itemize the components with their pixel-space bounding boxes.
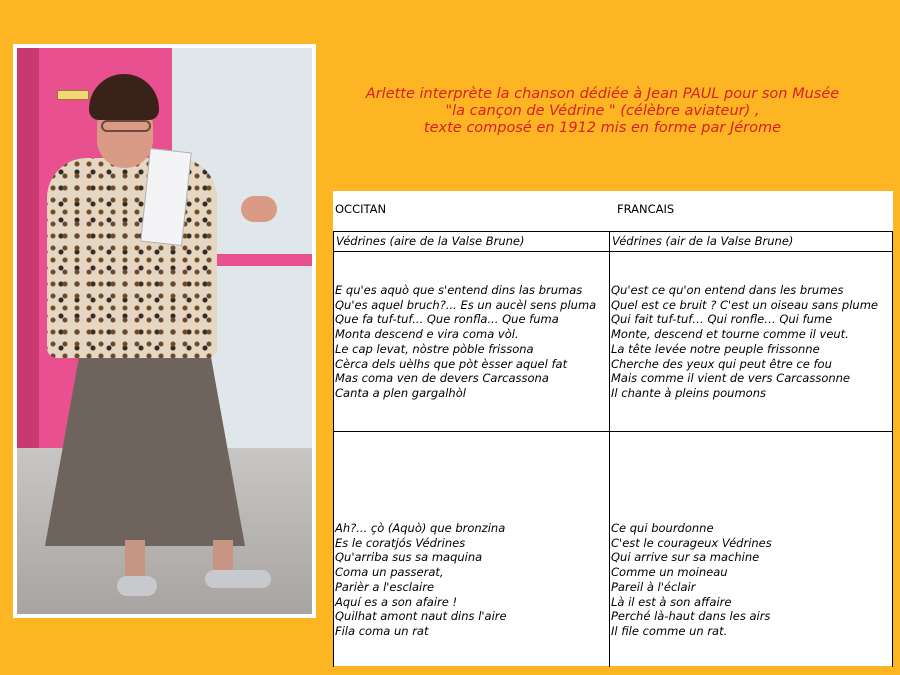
header-cell-occitan <box>333 191 610 231</box>
caption-line-1: Arlette interprète la chanson dédiée à Jean PAUL pour son Musée <box>365 86 840 102</box>
lyric-line: Parièr a l'esclaire <box>335 579 435 594</box>
lyric-line: Canta a plen gargalhòl <box>335 385 466 400</box>
lyric-line: Le cap levat, nòstre pòble frissona <box>335 341 534 356</box>
lyric-line: Qu'est ce qu'on entend dans les brumes <box>611 283 844 297</box>
caption <box>330 86 875 137</box>
title-row <box>333 231 893 252</box>
title-francais: Védrines (air de la Valse Brune) <box>612 234 794 248</box>
wall-stripe <box>217 254 312 266</box>
lyric-line: Il chante à pleins poumons <box>611 385 766 400</box>
lyric-line: Perché là-haut dans les airs <box>611 609 771 624</box>
caption-line-3: texte composé en 1912 mis en forme par Jérome <box>423 120 782 136</box>
lyric-line: Monte, descend et tourne comme il veut. <box>611 327 849 342</box>
lyric-line: E qu'es aquò que s'entend dins las brumas <box>335 283 583 297</box>
verse-2-francais-cell <box>610 432 893 667</box>
verse-2-occitan <box>335 521 507 639</box>
lyric-line: Cherche des yeux qui peut être ce fou <box>611 356 832 371</box>
verse-1-occitan-cell <box>333 250 610 431</box>
header-occitan: OCCITAN <box>335 202 387 216</box>
left-shoe <box>117 576 157 596</box>
lyric-line: Ce qui bourdonne <box>611 521 714 535</box>
verse-1-francais-cell <box>610 250 893 431</box>
caption-line-2: "la cançon de Védrine " (célèbre aviateur) , <box>445 103 760 119</box>
lyric-line: Comme un moineau <box>611 565 728 580</box>
lyric-line: Mais comme il vient de vers Carcassonne <box>611 371 851 386</box>
title-occitan: Védrines (aire de la Valse Brune) <box>336 234 525 248</box>
title-cell-francais <box>610 232 893 251</box>
lyric-line: Pareil à l'éclair <box>611 579 696 594</box>
lyric-line: Quilhat amont naut dins l'aire <box>335 609 507 624</box>
verse-1-occitan <box>335 283 596 401</box>
lyric-line: Qui arrive sur sa machine <box>611 550 760 565</box>
door-edge <box>17 48 39 478</box>
verse-1-francais <box>611 283 878 401</box>
raised-hand <box>241 196 277 222</box>
verse-2-occitan-cell <box>333 432 610 667</box>
header-row <box>333 191 893 231</box>
lyric-line: Ah?... çò (Aquò) que bronzina <box>335 521 506 535</box>
lyric-line: Monta descend e vira coma vòl. <box>335 327 519 342</box>
right-shoe <box>205 570 271 588</box>
lyric-line: Mas coma ven de devers Carcassona <box>335 371 549 386</box>
lyric-line: Quel est ce bruit ? C'est un oiseau sans plume <box>611 297 878 312</box>
photo-frame <box>13 44 316 618</box>
lyric-line: Là il est à son affaire <box>611 594 732 609</box>
verse-2-francais <box>611 521 772 639</box>
lyric-line: Qu'arriba sus sa maquina <box>335 550 483 565</box>
lyric-line: Es le coratjós Védrines <box>335 535 466 550</box>
glasses <box>101 120 151 132</box>
lyric-line: Qu'es aquel bruch?... Es un aucèl sens pluma <box>335 297 597 312</box>
lyric-line: Qui fait tuf-tuf… Qui ronfle… Qui fume <box>611 312 833 327</box>
verse-2-row <box>333 431 893 667</box>
verse-1-row <box>333 250 893 431</box>
lyric-line: Cèrca dels uèlhs que pòt èsser aquel fat <box>335 356 568 371</box>
lyric-line: Fila coma un rat <box>335 623 429 638</box>
header-francais: FRANCAIS <box>617 202 675 216</box>
lyrics-table <box>333 191 893 666</box>
lyric-line: Que fa tuf-tuf... Que ronfla... Que fuma <box>335 312 559 327</box>
lyric-line: Il file comme un rat. <box>611 623 728 638</box>
singer-photo <box>17 48 312 614</box>
lyric-line: Coma un passerat, <box>335 565 444 580</box>
lyric-line: Aquí es a son afaire ! <box>335 594 458 609</box>
left-leg <box>125 540 145 580</box>
header-cell-francais <box>610 191 893 231</box>
blouse <box>47 158 217 358</box>
lyric-line: La tête levée notre peuple frissonne <box>611 341 820 356</box>
lyric-line: C'est le courageux Védrines <box>611 535 772 550</box>
door-sign <box>57 90 89 100</box>
title-cell-occitan <box>333 232 610 251</box>
